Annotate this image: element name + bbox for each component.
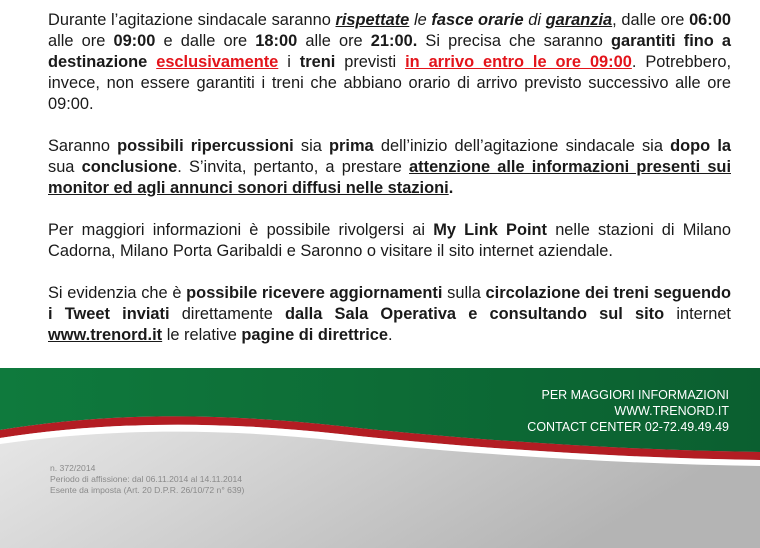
- text-span: , dalle ore: [612, 11, 690, 29]
- emphasis-esclusivamente: esclusivamente: [156, 53, 279, 71]
- emphasis-conclusione: conclusione: [81, 158, 178, 176]
- text-span: alle ore: [297, 32, 371, 50]
- text-span: . S’invita, pertanto, a prestare: [177, 158, 410, 176]
- text-span: Si precisa che saranno: [417, 32, 611, 50]
- text-span: sulla: [442, 284, 486, 302]
- paragraph-updates: [48, 283, 731, 346]
- emphasis-fasce-orarie: fasce orarie: [431, 11, 524, 29]
- text-span: Si evidenzia che è: [48, 284, 187, 302]
- emphasis-treni: treni: [299, 53, 336, 71]
- emphasis-ripercussioni: possibili ripercussioni: [117, 137, 294, 155]
- emphasis-aggiornamenti: possibile ricevere aggiornamenti: [186, 284, 443, 302]
- text-span: le relative: [162, 326, 242, 344]
- text-span: . Potrebbero, invece, non essere garantiti i treni che abbiano orario di arrivo previsto successivo alle ore 09:00.: [48, 53, 731, 113]
- paragraph-link-point: [48, 220, 731, 262]
- time-1800: 18:00: [255, 32, 298, 50]
- notice-period: Periodo di affissione: dal 06.11.2014 al 14.11.2014: [50, 474, 243, 484]
- text-span: Per maggiori informazioni è possibile rivolgersi ai: [48, 221, 434, 239]
- text-span: .: [388, 326, 393, 344]
- text-span: di: [523, 11, 546, 29]
- time-2100: 21:00.: [370, 32, 418, 50]
- emphasis-arrivo-entro: in arrivo entro le ore 09:00: [405, 53, 632, 71]
- emphasis-prima: prima: [329, 137, 374, 155]
- text-span: Saranno: [48, 137, 118, 155]
- posting-notice: [50, 463, 244, 496]
- notice-body: [48, 10, 731, 346]
- paragraph-repercussions: [48, 136, 731, 199]
- emphasis-garanzia: garanzia: [545, 11, 613, 29]
- notice-tax-exemption: Esente da imposta (Art. 20 D.P.R. 26/10/72 n° 639): [50, 485, 245, 495]
- text-span: alle ore: [48, 32, 114, 50]
- contact-heading: PER MAGGIORI INFORMAZIONI: [541, 388, 729, 402]
- emphasis-sala-operativa: dalla Sala Operativa e consultando sul sito: [285, 305, 665, 323]
- text-span: e dalle ore: [155, 32, 256, 50]
- text-span: sia: [293, 137, 330, 155]
- notice-number: n. 372/2014: [50, 463, 96, 473]
- text-span: previsti: [335, 53, 406, 71]
- contact-website[interactable]: WWW.TRENORD.IT: [614, 404, 729, 418]
- emphasis-attenzione: attenzione alle informazioni presenti sui monitor ed agli annunci sonori diffusi nelle stazioni: [48, 158, 731, 197]
- emphasis-circolazione: circolazione dei treni seguendo i Tweet inviati: [48, 284, 731, 323]
- text-span: Durante l’agitazione sindacale saranno: [48, 11, 336, 29]
- contact-info: [527, 387, 729, 435]
- paragraph-guarantee-times: [48, 10, 731, 115]
- time-0900: 09:00: [113, 32, 156, 50]
- contact-phone: CONTACT CENTER 02-72.49.49.49: [527, 420, 729, 434]
- text-span: internet: [664, 305, 731, 323]
- emphasis-my-link-point: My Link Point: [433, 221, 548, 239]
- text-span: i: [278, 53, 300, 71]
- text-span: sua: [48, 158, 82, 176]
- text-span: dell’inizio dell’agitazione sindacale sia: [373, 137, 671, 155]
- emphasis-dopo-la: dopo la: [670, 137, 731, 155]
- emphasis-pagine-direttrice: pagine di direttrice: [241, 326, 389, 344]
- text-span: nelle stazioni di Milano Cadorna, Milano Porta Garibaldi e Saronno o visitare il sito internet aziendale.: [48, 221, 731, 260]
- time-0600: 06:00: [689, 11, 731, 29]
- text-span: direttamente: [169, 305, 285, 323]
- emphasis-garantiti: garantiti fino a destinazione: [48, 32, 732, 71]
- website-link[interactable]: www.trenord.it: [48, 326, 163, 344]
- text-span: le: [409, 11, 432, 29]
- emphasis-rispettate: rispettate: [335, 11, 410, 29]
- text-span: [147, 53, 156, 71]
- text-span: .: [448, 179, 454, 197]
- footer-band: [0, 368, 760, 548]
